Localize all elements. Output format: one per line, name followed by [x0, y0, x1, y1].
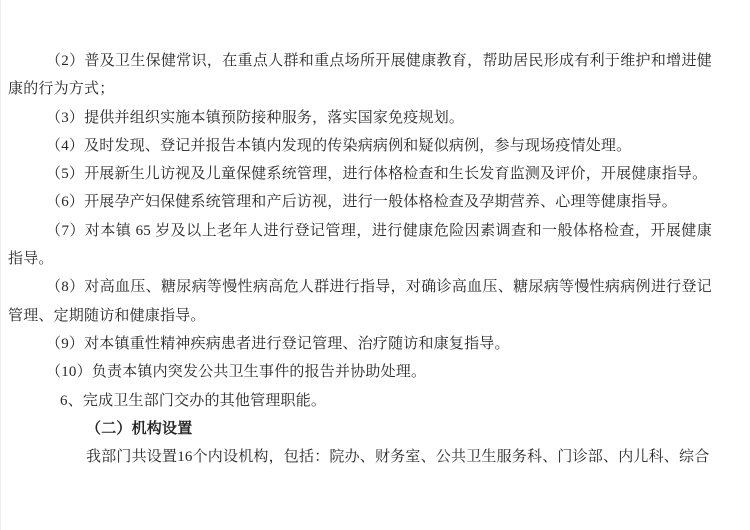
- paragraph-item-10: （10）负责本镇内突发公共卫生事件的报告并协助处理。: [46, 364, 427, 381]
- paragraph-item-4: （4）及时发现、登记并报告本镇内发现的传染病病例和疑似病例，参与现场疫情处理。: [46, 137, 632, 154]
- paragraph-item-7: （7）对本镇 65 岁及以上老年人进行登记管理，进行健康危险因素调查和一般体格检查，开展健康指导。: [8, 222, 712, 268]
- paragraph-item-3: （3）提供并组织实施本镇预防接种服务，落实国家免疫规划。: [46, 109, 465, 126]
- paragraph-item-2: （2）普及卫生保健常识，在重点人群和重点场所开展健康教育，帮助居民形成有利于维护和增进健康的行为方式；: [8, 53, 712, 98]
- paragraph-org-setup-body: 我部门共设置16个内设机构，包括：院办、财务室、公共卫生服务科、门诊部、内儿科、综合: [86, 449, 710, 466]
- paragraph-item-6-duty: 6、完成卫生部门交办的其他管理职能。: [60, 392, 327, 409]
- page-left-edge: [0, 0, 1, 530]
- paragraph-item-9: （9）对本镇重性精神疾病患者进行登记管理、治疗随访和康复指导。: [46, 335, 510, 352]
- paragraph-item-5: （5）开展新生儿访视及儿童保健系统管理，进行体格检查和生长发育监测及评价，开展健康指导。: [46, 166, 708, 183]
- paragraph-item-6: （6）开展孕产妇保健系统管理和产后访视，进行一般体格检查及孕期营养、心理等健康指导。: [46, 194, 677, 211]
- section-heading-org-setup: （二）机构设置: [86, 420, 193, 437]
- paragraph-item-8: （8）对高血压、糖尿病等慢性病高危人群进行指导，对确诊高血压、糖尿病等慢性病病例进行登记管理、定期随访和健康指导。: [8, 279, 712, 324]
